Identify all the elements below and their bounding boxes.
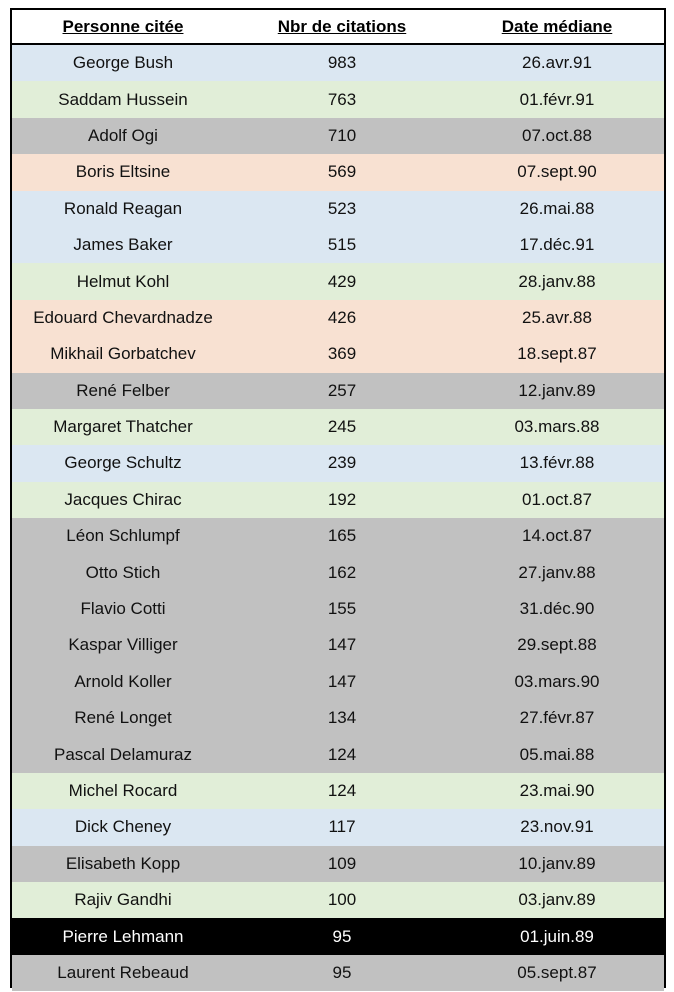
cell-person-name: Elisabeth Kopp <box>65 853 181 873</box>
cell-citation-count: 763 <box>327 89 357 109</box>
cell-person-name: Kaspar Villiger <box>68 635 178 655</box>
cell-citation-count: 245 <box>327 417 357 437</box>
cell-median-date: 10.janv.89 <box>518 853 596 873</box>
table-row <box>12 409 664 445</box>
cell-citation-count: 426 <box>327 307 357 327</box>
cell-median-date: 23.nov.91 <box>520 817 594 837</box>
cell-citation-count: 147 <box>327 671 357 691</box>
cell-median-date: 05.mai.88 <box>519 744 595 764</box>
cell-citation-count: 523 <box>327 198 357 218</box>
cell-person-name: Edouard Chevardnadze <box>33 307 213 327</box>
table-row <box>12 627 664 663</box>
table-row <box>12 591 664 627</box>
cell-citation-count: 100 <box>327 890 357 910</box>
cell-citation-count: 569 <box>327 162 357 182</box>
table-row <box>12 263 664 299</box>
table-row <box>12 664 664 700</box>
cell-citation-count: 983 <box>327 53 357 73</box>
table-row <box>12 373 664 409</box>
table-row <box>12 955 664 991</box>
cell-median-date: 03.janv.89 <box>518 890 596 910</box>
cell-median-date: 05.sept.87 <box>517 962 597 982</box>
cell-citation-count: 710 <box>327 125 357 145</box>
table-row <box>12 118 664 154</box>
table-row <box>12 554 664 590</box>
table-row <box>12 809 664 845</box>
cell-median-date: 03.mars.90 <box>514 671 600 691</box>
cell-citation-count: 124 <box>327 744 357 764</box>
cell-person-name: Boris Eltsine <box>75 162 171 182</box>
cell-citation-count: 109 <box>327 853 357 873</box>
cell-median-date: 01.juin.89 <box>520 926 594 946</box>
cell-median-date: 07.sept.90 <box>517 162 597 182</box>
cell-median-date: 31.déc.90 <box>519 599 595 619</box>
cell-person-name: Margaret Thatcher <box>53 417 193 437</box>
header-count: Nbr de citations <box>277 16 407 36</box>
table-row <box>12 518 664 554</box>
table-row <box>12 154 664 190</box>
cell-person-name: Pascal Delamuraz <box>54 744 192 764</box>
cell-person-name: Jacques Chirac <box>64 489 182 509</box>
cell-citation-count: 117 <box>328 817 356 837</box>
cell-median-date: 27.févr.87 <box>519 708 595 728</box>
table-row <box>12 482 664 518</box>
table-row <box>12 736 664 772</box>
cell-citation-count: 429 <box>327 271 357 291</box>
cell-median-date: 29.sept.88 <box>517 635 597 655</box>
cell-person-name: Pierre Lehmann <box>62 926 184 946</box>
cell-person-name: Rajiv Gandhi <box>74 890 172 910</box>
cell-person-name: Saddam Hussein <box>58 89 188 109</box>
cell-median-date: 26.avr.91 <box>522 53 592 73</box>
cell-person-name: Adolf Ogi <box>88 125 158 145</box>
cell-median-date: 12.janv.89 <box>518 380 596 400</box>
cell-median-date: 17.déc.91 <box>519 235 595 255</box>
cell-citation-count: 134 <box>327 708 357 728</box>
table-row <box>12 773 664 809</box>
table-row <box>12 445 664 481</box>
cell-median-date: 27.janv.88 <box>518 562 596 582</box>
table-row <box>12 918 664 954</box>
cell-citation-count: 369 <box>327 344 357 364</box>
cell-median-date: 23.mai.90 <box>519 781 595 800</box>
table-header <box>12 10 664 45</box>
cell-citation-count: 239 <box>327 453 357 473</box>
cell-citation-count: 257 <box>327 380 357 400</box>
table-row <box>12 846 664 882</box>
cell-median-date: 25.avr.88 <box>522 307 592 327</box>
cell-person-name: James Baker <box>73 235 173 255</box>
table-row <box>12 300 664 336</box>
table-row <box>12 227 664 263</box>
cell-median-date: 03.mars.88 <box>514 417 600 437</box>
cell-person-name: Dick Cheney <box>74 817 172 837</box>
cell-citation-count: 95 <box>332 926 352 946</box>
cell-person-name: Mikhail Gorbatchev <box>50 344 196 364</box>
cell-median-date: 07.oct.88 <box>522 125 592 145</box>
cell-median-date: 01.oct.87 <box>522 489 592 509</box>
cell-person-name: Helmut Kohl <box>76 271 170 291</box>
header-person: Personne citée <box>62 16 184 36</box>
citations-table <box>10 8 666 988</box>
cell-citation-count: 124 <box>327 781 357 800</box>
cell-person-name: Michel Rocard <box>68 781 178 800</box>
cell-person-name: René Longet <box>74 708 172 728</box>
cell-person-name: René Felber <box>76 380 170 400</box>
cell-citation-count: 165 <box>327 526 357 546</box>
cell-median-date: 18.sept.87 <box>517 344 597 364</box>
cell-citation-count: 147 <box>327 635 357 655</box>
cell-citation-count: 155 <box>327 599 357 619</box>
cell-person-name: Laurent Rebeaud <box>57 962 189 982</box>
header-date: Date médiane <box>501 16 613 36</box>
cell-citation-count: 515 <box>327 235 357 255</box>
cell-median-date: 14.oct.87 <box>522 526 592 546</box>
cell-median-date: 26.mai.88 <box>519 198 595 218</box>
table-row <box>12 336 664 372</box>
cell-citation-count: 162 <box>327 562 357 582</box>
table-row <box>12 191 664 227</box>
cell-person-name: Ronald Reagan <box>63 198 183 218</box>
cell-median-date: 13.févr.88 <box>519 453 595 473</box>
cell-person-name: George Schultz <box>64 453 182 473</box>
cell-citation-count: 95 <box>332 962 352 982</box>
cell-person-name: Otto Stich <box>85 562 161 582</box>
cell-person-name: Léon Schlumpf <box>66 526 180 546</box>
cell-person-name: George Bush <box>72 53 174 73</box>
cell-person-name: Arnold Koller <box>74 671 172 691</box>
cell-median-date: 01.févr.91 <box>519 89 595 109</box>
cell-median-date: 28.janv.88 <box>518 271 596 291</box>
table-body <box>12 45 664 991</box>
cell-citation-count: 192 <box>327 489 357 509</box>
cell-person-name: Flavio Cotti <box>80 599 166 619</box>
table-row <box>12 700 664 736</box>
table-row <box>12 45 664 81</box>
table-row <box>12 81 664 117</box>
table-row <box>12 882 664 918</box>
